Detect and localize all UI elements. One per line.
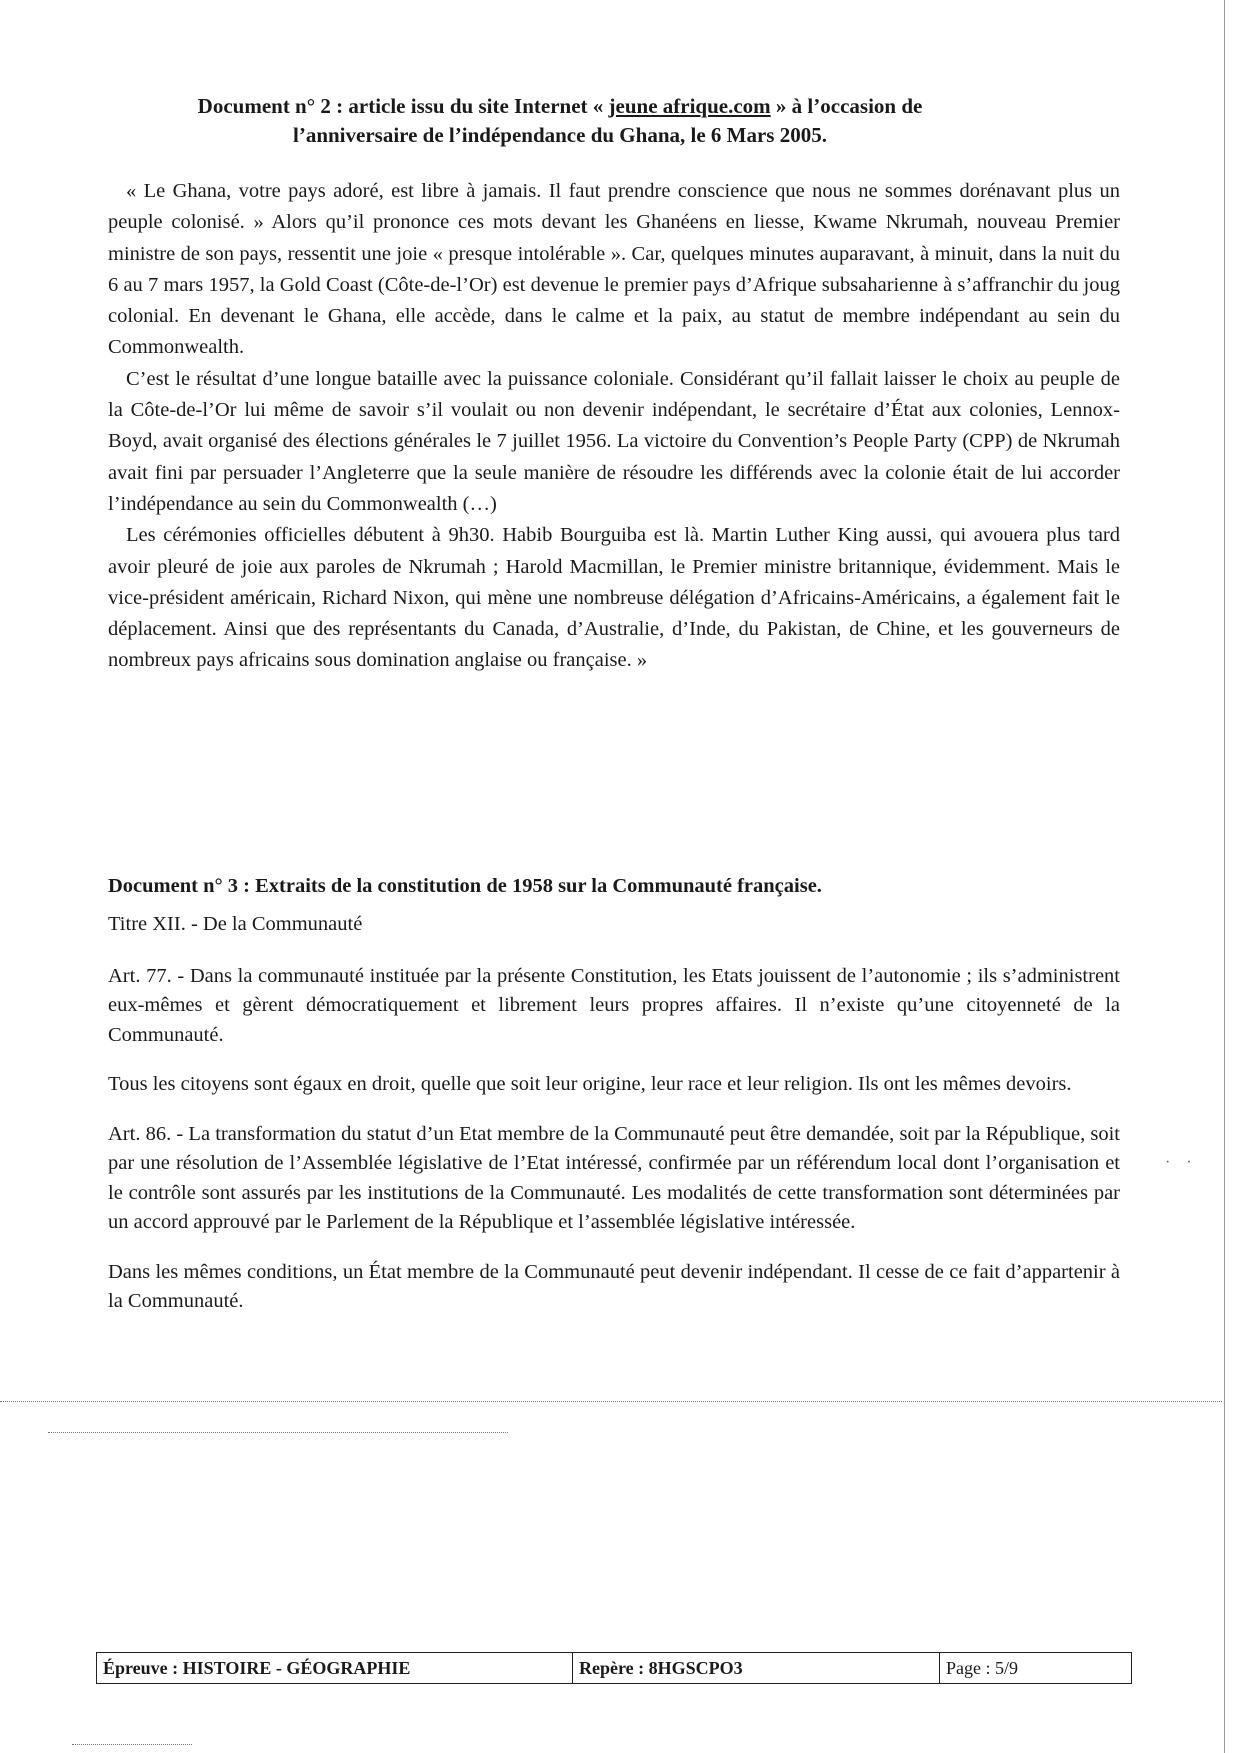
jeune-afrique-link[interactable]: jeune afrique.com <box>608 94 771 118</box>
footer-table <box>96 1652 1132 1684</box>
document-2-title-line-2: l’anniversaire de l’indépendance du Ghana, le 6 Mars 2005. <box>293 123 827 147</box>
document-2-title <box>90 92 1030 150</box>
footer-page-number: Page : 5/9 <box>946 1657 1018 1678</box>
footer-epreuve: Épreuve : HISTOIRE - GÉOGRAPHIE <box>97 1653 573 1683</box>
document-2-body <box>108 176 1120 677</box>
stray-marks: · · <box>1165 1154 1198 1171</box>
document-2-paragraph: Les cérémonies officielles débutent à 9h30. Habib Bourguiba est là. Martin Luther King aussi, qui avouera plus tard avoir pleuré de joie aux paroles de Nkrumah ; Harold Macmillan, le Premier ministre britannique, évidemment. Mais le vice-président américain, Richard Nixon, qui mène une nombreuse délégation d’Africains-Américains, a également fait le déplacement. Ainsi que des représentants du Canada, d’Australie, d’Inde, du Pakistan, de Chine, et les gouverneurs de nombreux pays africains sous domination anglaise ou française. » <box>108 524 1120 672</box>
dotted-separator-short <box>48 1432 508 1433</box>
scan-margin-line <box>1224 0 1225 1753</box>
document-2-title-line-1: Document n° 2 : article issu du site Internet « jeune afrique.com » à l’occasion de <box>197 94 923 118</box>
article-86: Art. 86. - La transformation du statut d’un Etat membre de la Communauté peut être demandée, soit par la République, soit par une résolution de l’Assemblée législative de l’Etat intéressé, confirmée par un référendum local dont l’organisation et le contrôle sont assurés par les institutions de la Communauté. Les modalités de cette transformation sont déterminées par un accord approuvé par le Parlement de la République et l’assemblée législative intéressée. <box>108 1122 1120 1233</box>
footer-repere: Repère : 8HGSCPO3 <box>573 1653 940 1683</box>
document-2-paragraph: C’est le résultat d’une longue bataille avec la puissance coloniale. Considérant qu’il fallait laisser le choix au peuple de la Côte-de-l’Or lui même de savoir s’il voulait ou non devenir indépendant, le secrétaire d’État aux colonies, Lennox-Boyd, avait organisé des élections générales le 7 juillet 1956. La victoire du Convention’s People Party (CPP) de Nkrumah avait fini par persuader l’Angleterre que la seule manière de résoudre les différends avec la colonie était de lui accorder l’indépendance au sein du Commonwealth (…) <box>108 367 1120 515</box>
article-77-continued: Tous les citoyens sont égaux en droit, quelle que soit leur origine, leur race et leur religion. Ils ont les mêmes devoirs. <box>108 1073 1072 1095</box>
dotted-bottom-mark <box>72 1744 192 1745</box>
document-2-paragraph: « Le Ghana, votre pays adoré, est libre à jamais. Il faut prendre conscience que nous ne sommes dorénavant plus un peuple colonisé. » Alors qu’il prononce ces mots devant les Ghanéens en liesse, Kwame Nkrumah, nouveau Premier ministre de son pays, ressentit une joie « presque intolérable ». Car, quelques minutes auparavant, à minuit, dans la nuit du 6 au 7 mars 1957, la Gold Coast (Côte-de-l’Or) est devenue le premier pays d’Afrique subsaharienne à s’affranchir du joug colonial. En devenant le Ghana, elle accède, dans le calme et la paix, au statut de membre indépendant au sein du Commonwealth. <box>108 180 1120 359</box>
dotted-separator <box>0 1401 1222 1402</box>
document-3-body <box>108 910 1120 1317</box>
document-3-title: Document n° 3 : Extraits de la constitution de 1958 sur la Communauté française. <box>108 875 822 897</box>
article-77: Art. 77. - Dans la communauté instituée par la présente Constitution, les Etats jouissent de l’autonomie ; ils s’administrent eux-mêmes et gèrent démocratiquement et librement leurs propres affaires. Il n’existe qu’une citoyenneté de la Communauté. <box>108 964 1120 1046</box>
article-86-continued: Dans les mêmes conditions, un État membre de la Communauté peut devenir indépendant. Il cesse de ce fait d’appartenir à la Communauté. <box>108 1260 1120 1312</box>
constitution-titre: Titre XII. - De la Communauté <box>108 913 363 935</box>
